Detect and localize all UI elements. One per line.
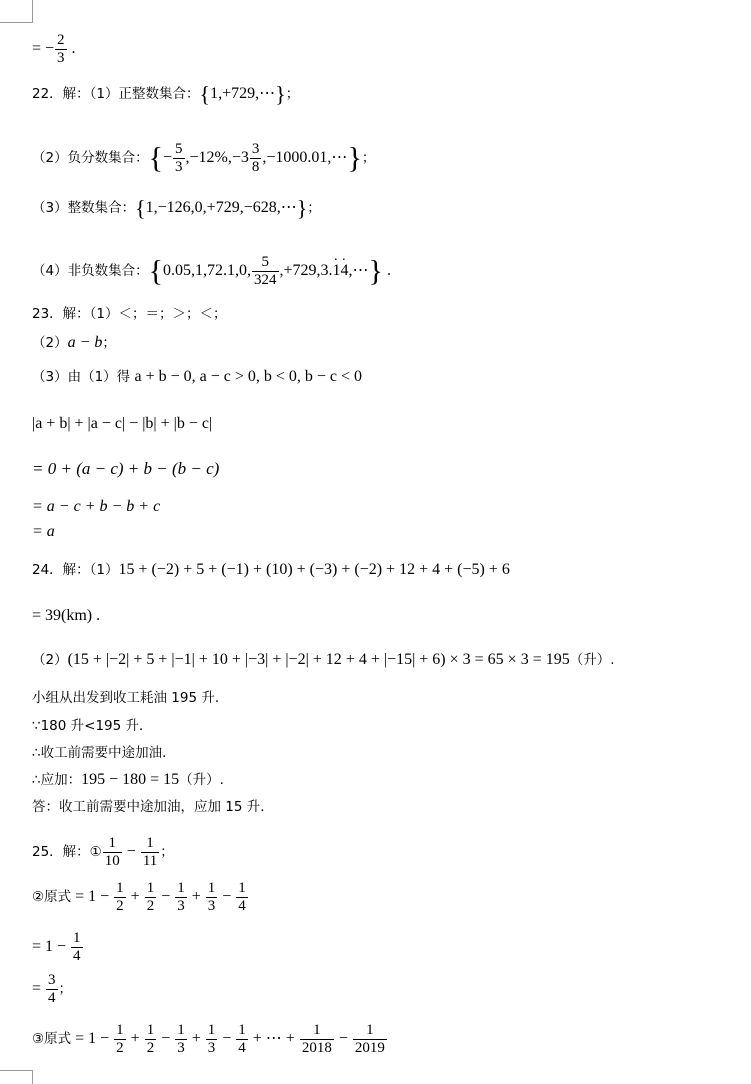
fraction: $\frac{1}{3}$ xyxy=(207,880,216,914)
q24-text-1: 小组从出发到收工耗油 195 升． xyxy=(32,690,229,706)
page-corner-bottom-left xyxy=(0,1070,33,1084)
fraction: $\frac{5}{324}$ xyxy=(254,254,277,288)
fraction: $\frac{3}{4}$ xyxy=(48,972,56,1006)
repeating-digit: · 1 xyxy=(333,262,341,279)
fraction: $\frac{1}{2018}$ xyxy=(301,1022,332,1056)
fraction: $\frac{1}{11}$ xyxy=(142,835,158,869)
q23-line-3: （3）由（1）得 a + b − 0, a − c > 0, b < 0, b − c < 0 xyxy=(32,368,363,385)
q24-text-3: ∴收工前需要中途加油． xyxy=(32,745,176,761)
q25-line-3: = 1 − $\frac{1}{4}$ xyxy=(32,930,81,964)
q23-expr-2: = 0 + (a − c) + b − (b − c) xyxy=(32,459,220,478)
q24-text-4: ∴应加：195 − 180 = 15（升）. xyxy=(32,771,224,788)
q22-line-3: （3）整数集合：{1,−126,0,+729,−628,⋯}； xyxy=(32,195,321,221)
fraction: $\frac{1}{4}$ xyxy=(238,880,246,914)
q23-expr-4: = a xyxy=(32,523,55,540)
q22-line-4: （4）非负数集合：{0.05,1,72.1,0, $\frac{5}{324}$ ,+729,3.· 1· 4,⋯} . xyxy=(32,254,391,289)
fraction: $\frac{1}{2019}$ xyxy=(354,1022,385,1056)
page-corner-top-left xyxy=(0,0,33,23)
fraction: $\frac{1}{2}$ xyxy=(146,880,155,914)
fraction: $\frac{1}{10}$ xyxy=(104,835,120,869)
q24-line-2: （2）(15 + |−2| + 5 + |−1| + 10 + |−3| + |−2| + 12 + 4 + |−15| + 6) × 3 = 65 × 3 = 195（升）. xyxy=(32,651,615,668)
fraction: $\frac{1}{2}$ xyxy=(116,1022,124,1056)
q24-answer: 答：收工前需要中途加油，应加 15 升． xyxy=(32,799,274,815)
fraction: $\frac{1}{3}$ xyxy=(177,880,185,914)
q24-result: = 39(km) . xyxy=(32,607,101,624)
q23-line-2: （2）a − b； xyxy=(32,334,116,351)
q25-line-2: ②原式 = 1 − $\frac{1}{2}$ + $\frac{1}{2}$ − $\frac{1}{3}$ + $\frac{1}{3}$ − $\frac{1}{4}$ xyxy=(32,880,246,914)
fraction: $\frac{1}{2}$ xyxy=(146,1022,155,1056)
q22-line-2: （2）负分数集合：{− $\frac{5}{3}$ ,−12%,−3 $\frac{3}{8}$ ,−1000.01,⋯}； xyxy=(32,141,376,175)
q24-text-2: ∵180 升<195 升． xyxy=(32,718,153,734)
q24-line-1: 24．解：（1）15 + (−2) + 5 + (−1) + (10) + (−3) + (−2) + 12 + 4 + (−5) + 6 xyxy=(32,561,510,578)
q23-expr-1: |a + b| + |a − c| − |b| + |b − c| xyxy=(32,415,213,432)
fraction: $\frac{1}{2}$ xyxy=(116,880,124,914)
fraction: $\frac{1}{4}$ xyxy=(73,930,81,964)
line-fraction-result: = − $\frac{2}{3}$ . xyxy=(32,32,76,66)
repeating-digit: · 4 xyxy=(341,262,349,279)
q25-line-4: = $\frac{3}{4}$ ； xyxy=(32,972,73,1006)
fraction: $\frac{1}{3}$ xyxy=(177,1022,185,1056)
q22-line-1: 22．解：（1）正整数集合：{1,+729,⋯}； xyxy=(32,81,300,107)
fraction: $\frac{1}{3}$ xyxy=(207,1022,216,1056)
fraction: $\frac{1}{4}$ xyxy=(238,1022,246,1056)
fraction: $\frac{3}{8}$ xyxy=(251,141,260,175)
q25-line-1: 25．解：① $\frac{1}{10}$ − $\frac{1}{11}$ ； xyxy=(32,835,174,869)
q25-line-5: ③原式 = 1 − $\frac{1}{2}$ + $\frac{1}{2}$ − $\frac{1}{3}$ + $\frac{1}{3}$ − $\frac{1}{4}$ + ⋯ + $\frac{1}{2018}$ − $\frac{1}{2019}$ xyxy=(32,1022,385,1056)
q23-expr-3: = a − c + b − b + c xyxy=(32,498,161,515)
fraction: $\frac{2}{3}$ xyxy=(57,32,65,66)
q23-line-1: 23．解：（1）＜；＝；＞；＜； xyxy=(32,306,227,322)
fraction: $\frac{5}{3}$ xyxy=(175,141,183,175)
